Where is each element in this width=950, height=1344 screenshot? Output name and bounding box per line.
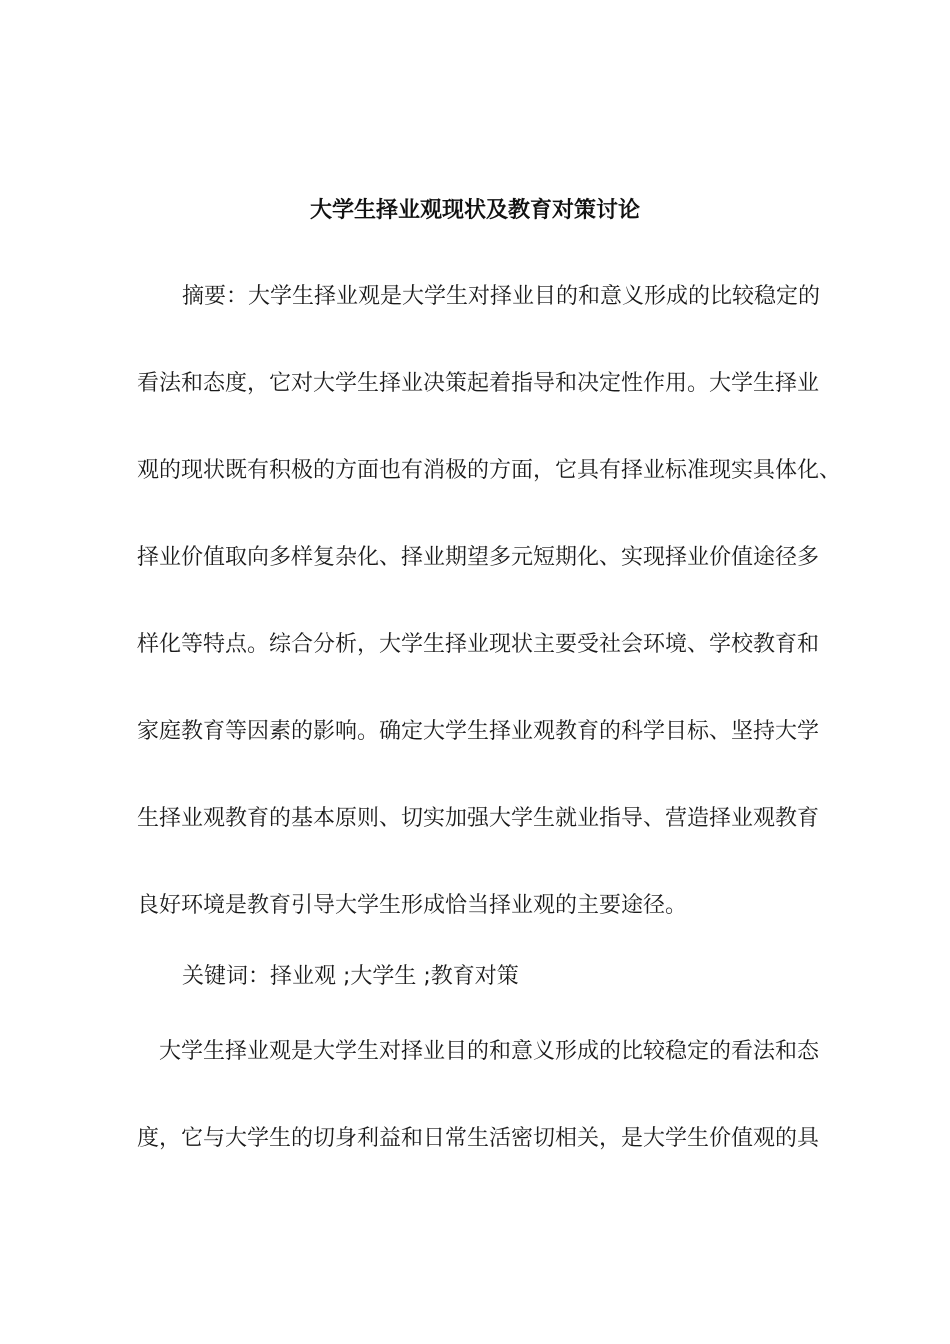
abstract-line-8: 良好环境是教育引导大学生形成恰当择业观的主要途径。 [137,893,688,918]
abstract-line-6: 家庭教育等因素的影响。确定大学生择业观教育的科学目标、坚持大学 [137,719,820,744]
abstract-line-3: 观的现状既有积极的方面也有消极的方面，它具有择业标准现实具体化、 [137,458,842,483]
abstract-line-2: 看法和态度，它对大学生择业决策起着指导和决定性作用。大学生择业 [137,371,820,396]
abstract-line-7: 生择业观教育的基本原则、切实加强大学生就业指导、营造择业观教育 [137,806,820,831]
keywords-line: 关键词：择业观 ;大学生 ;教育对策 [182,964,519,989]
body-line-1: 大学生择业观是大学生对择业目的和意义形成的比较稳定的看法和态 [159,1039,820,1064]
abstract-line-4: 择业价值取向多样复杂化、择业期望多元短期化、实现择业价值途径多 [137,545,820,570]
abstract-line-1: 摘要：大学生择业观是大学生对择业目的和意义形成的比较稳定的 [182,284,821,309]
document-title: 大学生择业观现状及教育对策讨论 [309,198,640,223]
body-line-2: 度，它与大学生的切身利益和日常生活密切相关，是大学生价值观的具 [137,1126,820,1151]
abstract-line-5: 样化等特点。综合分析，大学生择业现状主要受社会环境、学校教育和 [137,632,820,657]
